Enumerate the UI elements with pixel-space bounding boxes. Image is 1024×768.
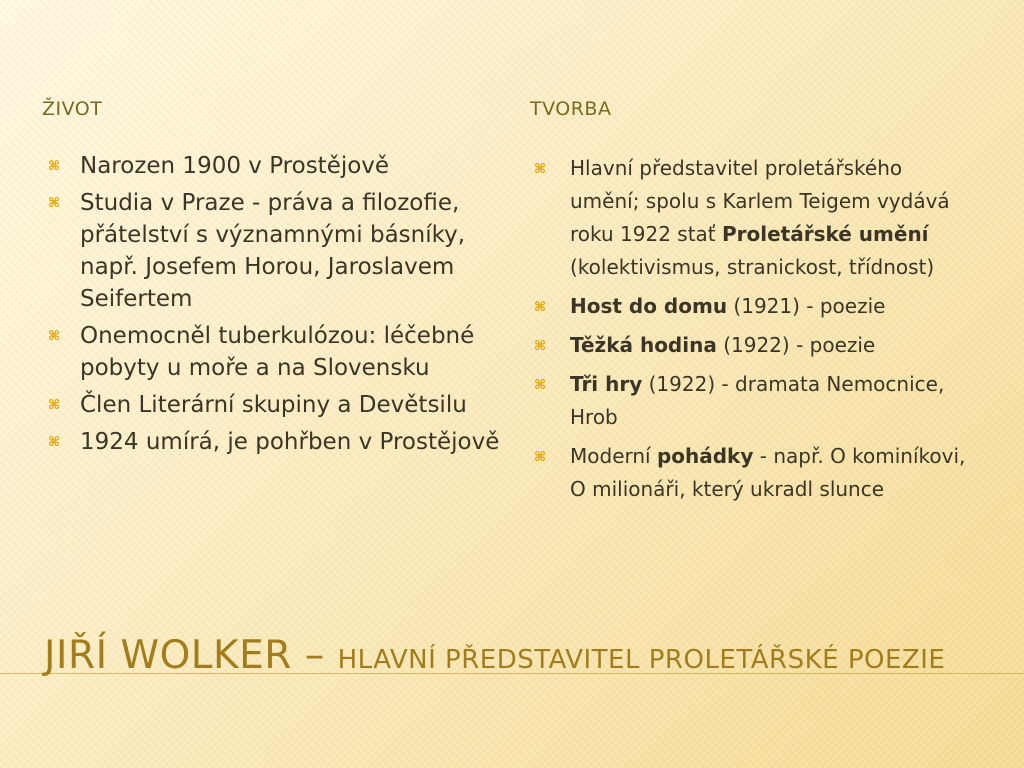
heading-zivot: ŽIVOT — [42, 98, 103, 120]
work-title: Těžká hodina — [570, 333, 717, 357]
list-item-text: Onemocněl tuberkulózou: léčebné pobyty u moře a na Slovensku — [80, 323, 475, 381]
list-item-text: Studia v Praze - práva a filozofie, přátelství s významnými básníky, např. Josefem Horou, Jaroslavem Seifertem — [80, 190, 466, 312]
life-bullet-list — [42, 150, 512, 463]
slide-title-sub: HLAVNÍ PŘEDSTAVITEL PROLETÁŘSKÉ POEZIE — [337, 645, 946, 675]
works-bullet-list — [532, 152, 972, 512]
list-item — [532, 152, 972, 284]
list-item-text: (1922) - dramata Nemocnice, Hrob — [570, 372, 945, 429]
list-item — [42, 320, 512, 384]
bullet-icon: ⌘ — [48, 398, 61, 413]
slide-title — [44, 633, 945, 678]
list-item-text: Moderní — [570, 444, 657, 468]
list-item-text: (kolektivismus, stranickost, třídnost) — [570, 255, 935, 279]
bullet-icon: ⌘ — [534, 162, 547, 177]
bullet-icon: ⌘ — [534, 339, 547, 354]
work-title: Host do domu — [570, 294, 728, 318]
list-item — [42, 150, 512, 182]
work-title: Proletářské umění — [722, 222, 929, 246]
work-title: pohádky — [656, 444, 754, 468]
list-item — [42, 187, 512, 315]
list-item-text: Narozen 1900 v Prostějově — [80, 153, 390, 179]
slide-title-main: JIŘÍ WOLKER – — [44, 633, 338, 678]
list-item-text: Hlavní představitel proletářského umění; spolu s Karlem Teigem vydává roku 1922 stať — [570, 156, 950, 246]
heading-tvorba: TVORBA — [530, 98, 612, 120]
work-title: Tři hry — [570, 372, 643, 396]
list-item-text: - např. O kominíkovi, O milionáři, který ukradl slunce — [570, 444, 966, 501]
list-item — [532, 440, 972, 506]
bullet-icon: ⌘ — [48, 329, 61, 344]
list-item — [532, 290, 972, 323]
list-item-text: Člen Literární skupiny a Devětsilu — [80, 392, 467, 418]
bullet-icon: ⌘ — [48, 196, 61, 211]
bullet-icon: ⌘ — [48, 159, 61, 174]
bullet-icon: ⌘ — [534, 378, 547, 393]
bullet-icon: ⌘ — [534, 450, 547, 465]
bullet-icon: ⌘ — [534, 300, 547, 315]
list-item — [532, 329, 972, 362]
list-item-text: 1924 umírá, je pohřben v Prostějově — [80, 429, 500, 455]
list-item — [42, 426, 512, 458]
list-item — [42, 389, 512, 421]
list-item — [532, 368, 972, 434]
list-item-text: (1922) - poezie — [716, 333, 876, 357]
list-item-text: (1921) - poezie — [727, 294, 886, 318]
bullet-icon: ⌘ — [48, 435, 61, 450]
